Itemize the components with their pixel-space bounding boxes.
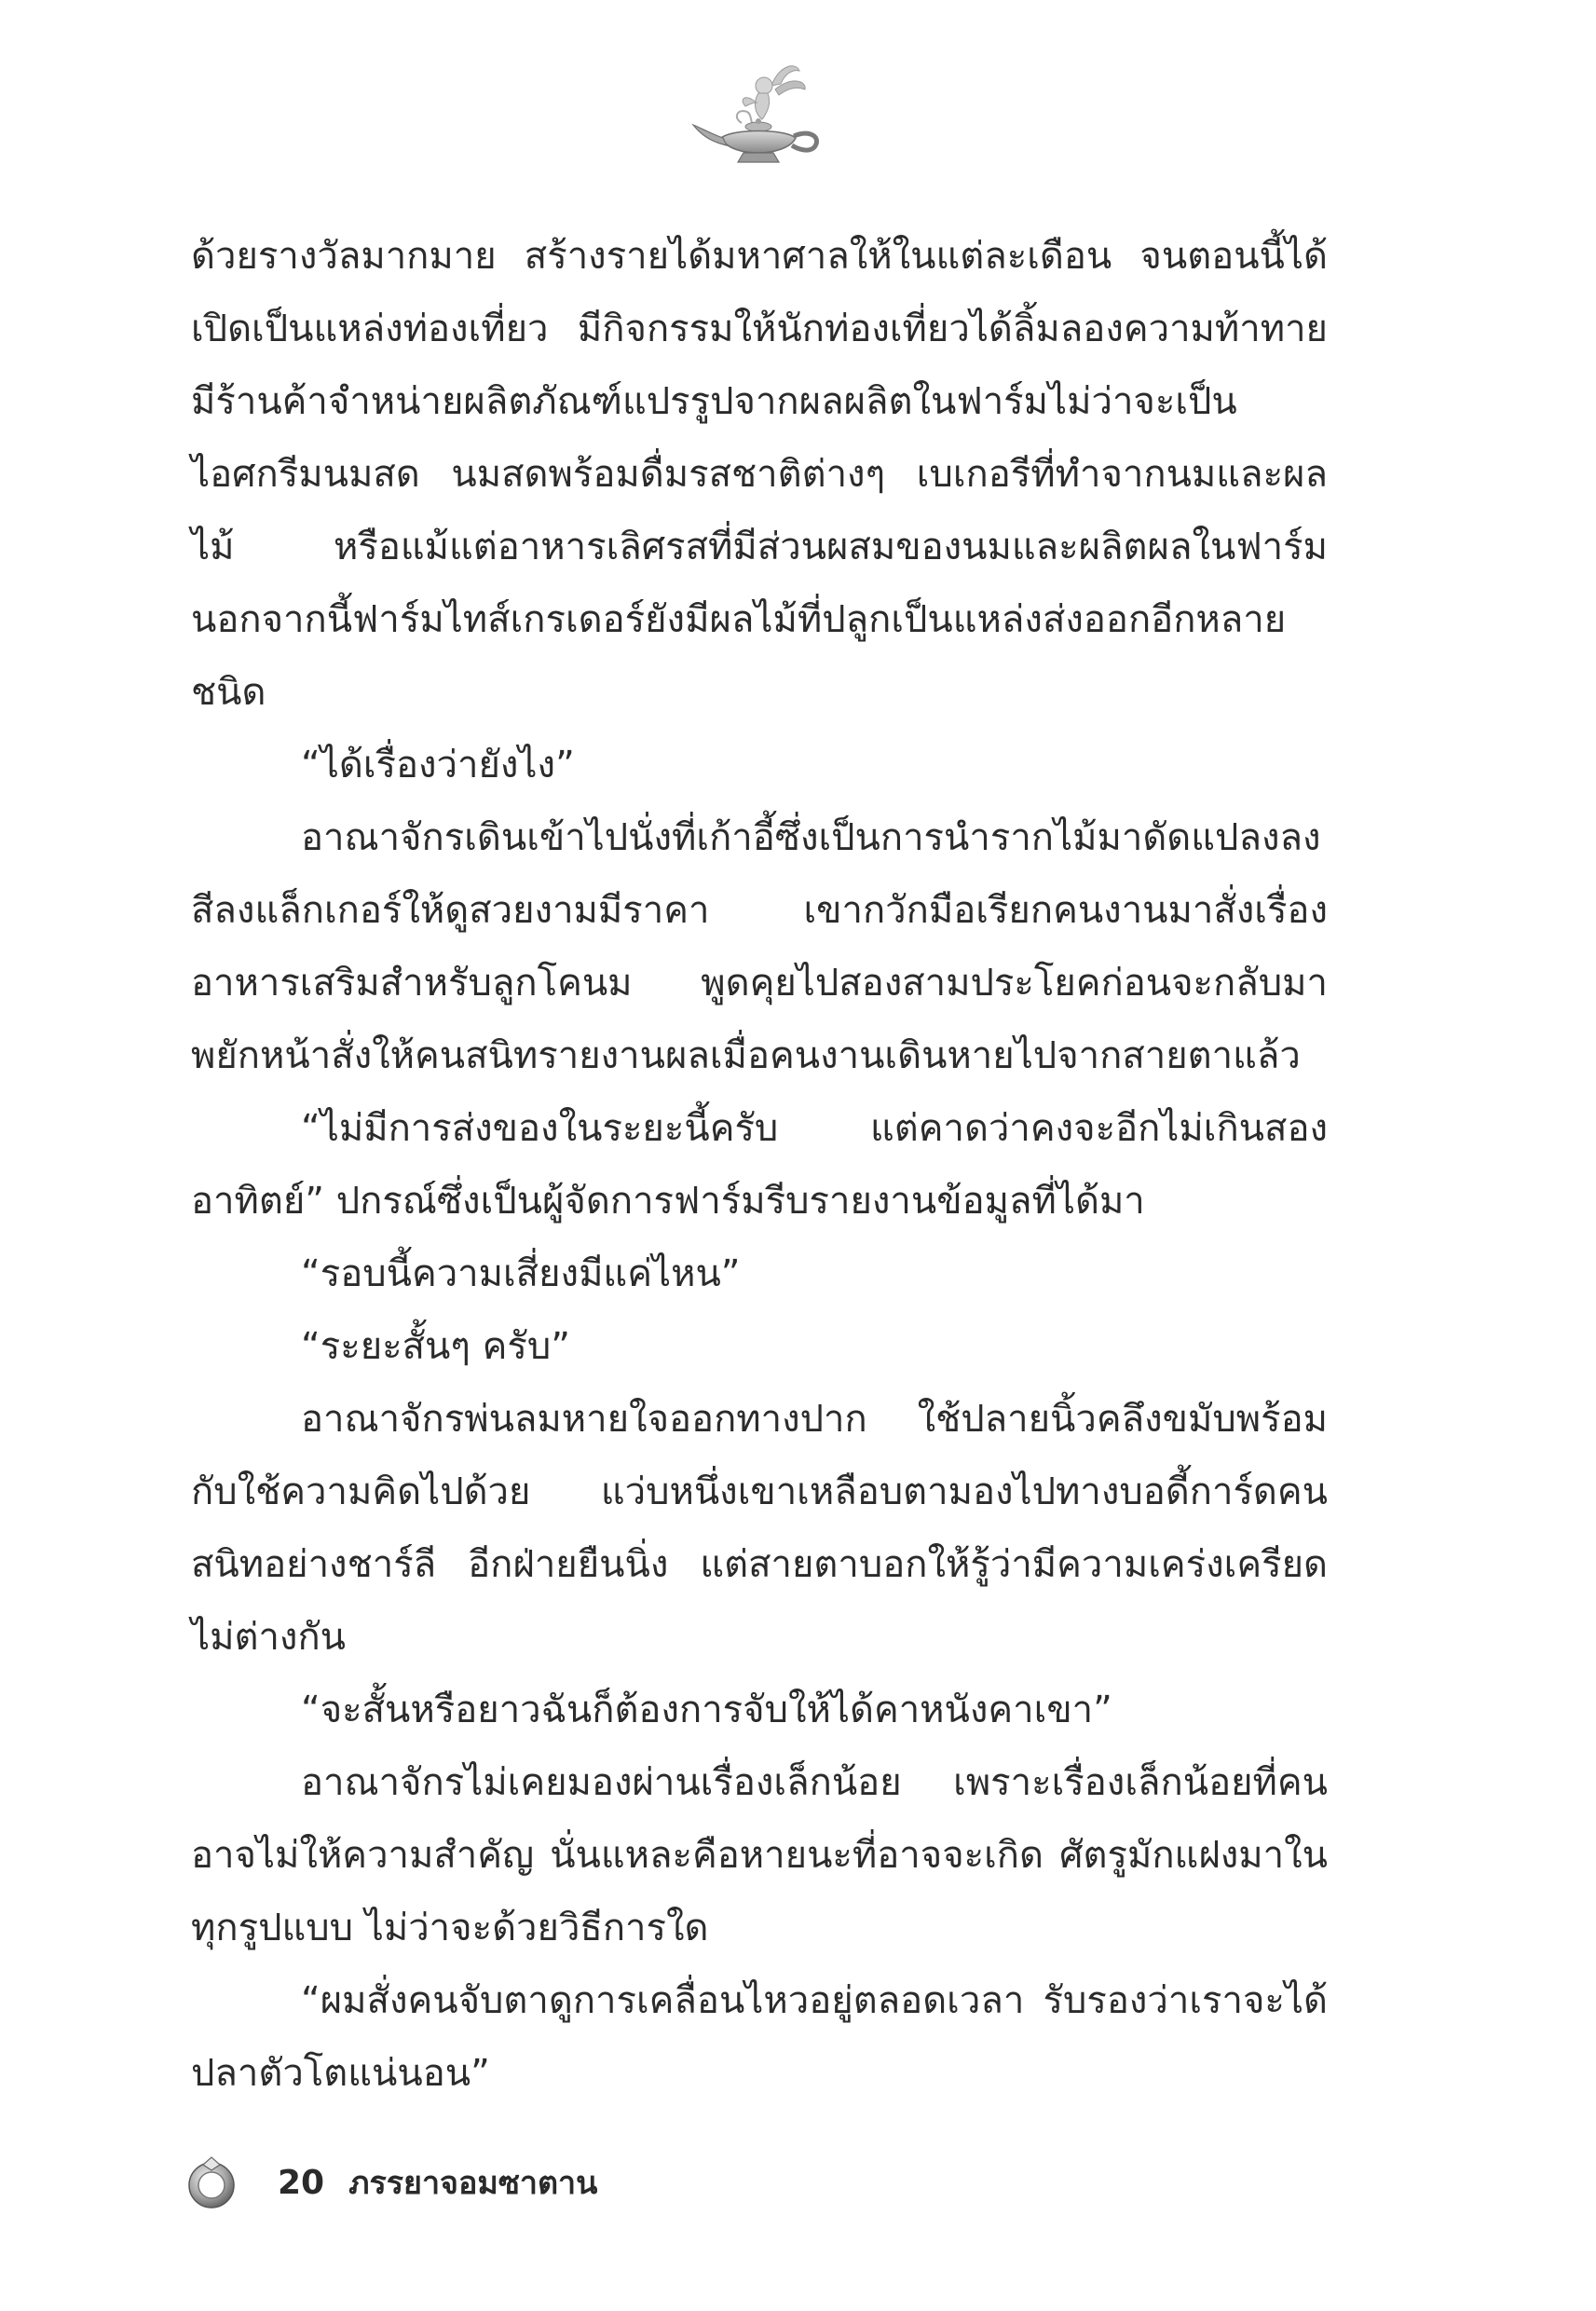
paragraph: อาณาจักรพ่นลมหายใจออกทางปาก ใช้ปลายนิ้วคลึงขมับพร้อมกับใช้ความคิดไปด้วย แว่บหนึ่งเขาเหลือบตามองไปทางบอดี้การ์ดคนสนิทอย่างชาร์ลี อีกฝ่ายยืนนิ่ง แต่สายตาบอกให้รู้ว่ามีความเคร่งเครียดไม่ต่างกัน (191, 1398, 1328, 1659)
page-number: 20 (278, 2163, 325, 2202)
paragraph: “ได้เรื่องว่ายังไง” (301, 744, 575, 786)
page-footer (183, 2154, 597, 2210)
paragraph: อาณาจักรเดินเข้าไปนั่งที่เก้าอี้ซึ่งเป็นการนำรากไม้มาดัดแปลงลงสีลงแล็กเกอร์ให้ดูสวยงามมีราคา เขากวักมือเรียกคนงานมาสั่งเรื่องอาหารเสริมสำหรับลูกโคนม พูดคุยไปสองสามประโยคก่อนจะกลับมาพยักหน้าสั่งให้คนสนิทรายงานผลเมื่อคนงานเดินหายไปจากสายตาแล้ว (191, 816, 1328, 1077)
book-title: ภรรยาจอมซาตาน (348, 2165, 598, 2202)
body-text (191, 220, 1328, 2110)
paragraph: “ผมสั่งคนจับตาดูการเคลื่อนไหวอยู่ตลอดเวลา รับรองว่าเราจะได้ปลาตัวโตแน่นอน” (191, 1979, 1328, 2095)
ring-icon (183, 2154, 240, 2211)
paragraph: “รอบนี้ความเสี่ยงมีแค่ไหน” (301, 1252, 741, 1295)
paragraph: “ไม่มีการส่งของในระยะนี้ครับ แต่คาดว่าคงจะอีกไม่เกินสองอาทิตย์” ปกรณ์ซึ่งเป็นผู้จัดการฟาร์มรีบรายงานข้อมูลที่ได้มา (191, 1107, 1328, 1223)
genie-lamp-icon (686, 58, 835, 170)
paragraph: “ระยะสั้นๆ ครับ” (301, 1325, 570, 1368)
paragraph: อาณาจักรไม่เคยมองผ่านเรื่องเล็กน้อย เพราะเรื่องเล็กน้อยที่คนอาจไม่ให้ความสำคัญ นั่นแหละคือหายนะที่อาจจะเกิด ศัตรูมักแฝงมาในทุกรูปแบบ ไม่ว่าจะด้วยวิธีการใด (191, 1761, 1328, 1949)
paragraph: ด้วยรางวัลมากมาย สร้างรายได้มหาศาลให้ในแต่ละเดือน จนตอนนี้ได้เปิดเป็นแหล่งท่องเที่ยว มีกิจกรรมให้นักท่องเที่ยวได้ลิ้มลองความท้าทาย มีร้านค้าจำหน่ายผลิตภัณฑ์แปรรูปจากผลผลิตในฟาร์มไม่ว่าจะเป็นไอศกรีมนมสด นมสดพร้อมดื่มรสชาติต่างๆ เบเกอรีที่ทำจากนมและผลไม้ หรือแม้แต่อาหารเลิศรสที่มีส่วนผสมของนมและผลิตผลในฟาร์ม นอกจากนี้ฟาร์มไทส์เกรเดอร์ยังมีผลไม้ที่ปลูกเป็นแหล่งส่งออกอีกหลายชนิด (191, 235, 1328, 714)
paragraph: “จะสั้นหรือยาวฉันก็ต้องการจับให้ได้คาหนังคาเขา” (301, 1689, 1112, 1731)
